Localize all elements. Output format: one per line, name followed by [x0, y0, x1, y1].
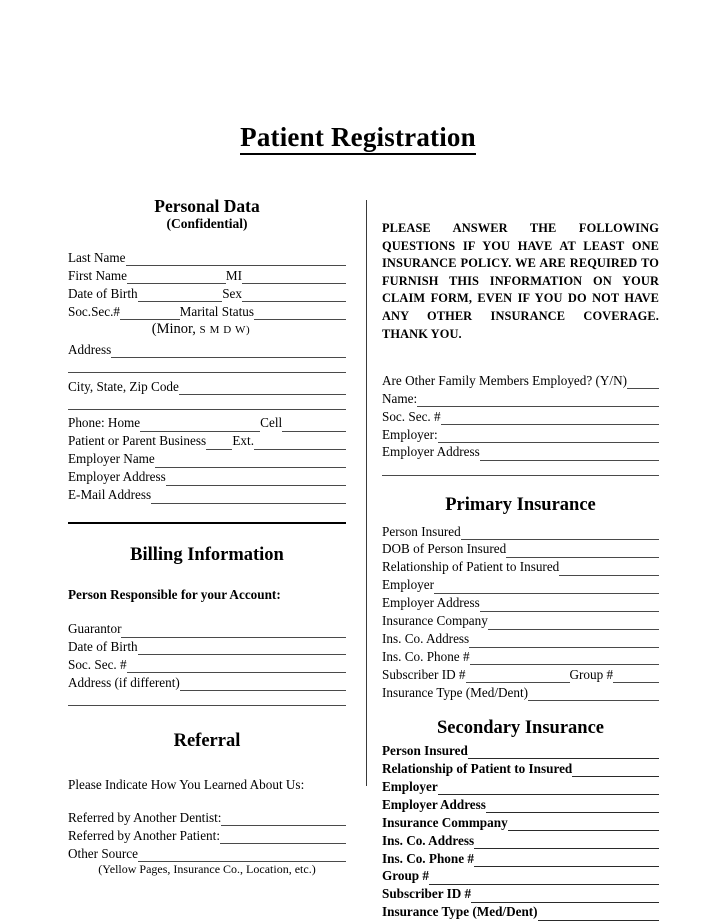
- field-secondary-person-insured[interactable]: [382, 742, 659, 759]
- field-label: Relationship of Patient to Insured: [382, 559, 560, 575]
- field-input-line[interactable]: [627, 376, 659, 390]
- field-secondary-subscriber-id[interactable]: [382, 885, 659, 902]
- field-label: Person Insured: [382, 742, 468, 758]
- field-input-line[interactable]: [417, 394, 659, 408]
- secondary-insurance-heading: Secondary Insurance: [436, 718, 605, 739]
- page-title: [0, 122, 716, 153]
- field-employer-address[interactable]: [68, 468, 346, 485]
- field-last-name[interactable]: [68, 249, 346, 266]
- field-input-line[interactable]: [151, 490, 346, 504]
- field-label: Employer:: [382, 426, 438, 442]
- minor-options-text: S M D W): [199, 324, 251, 336]
- personal-data-section: [68, 196, 346, 504]
- secondary-insurance-section: [382, 701, 659, 920]
- right-column: [382, 196, 659, 921]
- field-label: Ins. Co. Phone #: [382, 850, 474, 866]
- field-inline-label-marital-status: Marital Status: [179, 303, 254, 319]
- field-input-line[interactable]: [559, 562, 659, 576]
- field-label: Ins. Co. Address: [382, 631, 470, 647]
- field-input-line[interactable]: [126, 253, 347, 267]
- field-input-line[interactable]: [488, 616, 659, 630]
- field-input-line[interactable]: [180, 678, 346, 692]
- field-label: Address (if different): [68, 674, 180, 690]
- field-label: Guarantor: [68, 621, 122, 637]
- field-label: Employer Address: [382, 796, 486, 812]
- field-label: Are Other Family Members Employed? (Y/N): [382, 372, 628, 388]
- field-primary-person-insured[interactable]: [382, 523, 659, 540]
- field-inline-label-group: Group #: [569, 666, 614, 682]
- field-label: Ins. Co. Phone #: [382, 649, 470, 665]
- field-primary-insurance-company[interactable]: [382, 612, 659, 629]
- field-input-line[interactable]: [155, 454, 346, 468]
- field-referred-by-dentist[interactable]: [68, 809, 346, 826]
- personal-data-subheading: (Confidential): [166, 216, 248, 232]
- referral-note: (Yellow Pages, Insurance Co., Location, etc.): [98, 862, 316, 877]
- field-billing-address[interactable]: [68, 674, 346, 691]
- field-input-line[interactable]: [179, 381, 346, 395]
- field-input-line[interactable]: [474, 835, 659, 849]
- field-label: Date of Birth: [68, 285, 138, 301]
- field-input-line[interactable]: [127, 660, 346, 674]
- field-input-line[interactable]: [434, 580, 659, 594]
- field-input-line[interactable]: [438, 429, 659, 443]
- field-inline-label-mi: MI: [225, 267, 242, 283]
- field-input-line[interactable]: [438, 782, 659, 796]
- field-label: Insurance Company: [382, 613, 488, 629]
- field-inline-label-cell: Cell: [260, 415, 283, 431]
- field-input-line[interactable]: [480, 447, 659, 461]
- field-label: Phone: Home: [68, 415, 141, 431]
- field-input-line[interactable]: [127, 271, 226, 285]
- field-input-line[interactable]: [429, 871, 659, 885]
- field-label: Patient or Parent Business: [68, 433, 207, 449]
- field-input-line[interactable]: [138, 642, 346, 656]
- field-input-line[interactable]: [572, 764, 659, 778]
- billing-heading: Billing Information: [130, 544, 284, 565]
- field-primary-ins-co-phone[interactable]: [382, 648, 659, 665]
- field-input-line[interactable]: [506, 544, 659, 558]
- field-family-members-employed[interactable]: [382, 372, 659, 389]
- field-phone-home[interactable]: [68, 414, 346, 431]
- field-guarantor[interactable]: [68, 620, 346, 637]
- field-employer-name[interactable]: [68, 450, 346, 467]
- field-city-state-zip[interactable]: [68, 378, 346, 395]
- field-label: Date of Birth: [68, 639, 138, 654]
- field-soc-sec[interactable]: [68, 303, 346, 320]
- field-input-line-sex[interactable]: [242, 289, 346, 303]
- field-inline-label-ext: Ext.: [232, 433, 254, 449]
- field-family-soc-sec[interactable]: [382, 408, 659, 425]
- field-billing-date-of-birth[interactable]: [68, 638, 346, 655]
- field-input-line[interactable]: [508, 818, 659, 832]
- field-label: Person Insured: [382, 523, 461, 539]
- referral-heading: Referral: [173, 731, 241, 752]
- billing-responsible-label: Person Responsible for your Account:: [68, 586, 281, 602]
- family-employment-section: [382, 372, 659, 476]
- field-label: Address: [68, 341, 112, 357]
- field-label: Soc. Sec. #: [382, 408, 441, 424]
- field-label: Other Source: [68, 845, 138, 861]
- field-inline-label-sex: Sex: [222, 285, 242, 301]
- field-first-name[interactable]: [68, 267, 346, 284]
- field-primary-dob-person-insured[interactable]: [382, 540, 659, 557]
- field-secondary-insurance-company[interactable]: [382, 814, 659, 831]
- field-label: Employer Address: [68, 469, 166, 485]
- field-label: Insurance Type (Med/Dent): [382, 904, 538, 920]
- primary-insurance-heading: Primary Insurance: [445, 494, 596, 515]
- field-label: Employer: [382, 778, 438, 794]
- field-input-line-subscriber[interactable]: [466, 670, 570, 684]
- field-label: City, State, Zip Code: [68, 378, 179, 394]
- field-email-address[interactable]: [68, 486, 346, 503]
- billing-information-section: [68, 524, 346, 707]
- field-label: E-Mail Address: [68, 487, 152, 503]
- field-secondary-relationship[interactable]: [382, 760, 659, 777]
- field-referred-by-patient[interactable]: [68, 827, 346, 844]
- field-input-line[interactable]: [461, 526, 659, 540]
- field-input-line[interactable]: [138, 849, 346, 863]
- field-input-line-mi[interactable]: [242, 271, 346, 285]
- field-input-line-marital-status[interactable]: [254, 306, 346, 320]
- field-label: First Name: [68, 267, 127, 283]
- field-family-employer[interactable]: [382, 426, 659, 443]
- field-input-line[interactable]: [528, 688, 659, 702]
- field-input-line-ext[interactable]: [254, 436, 346, 450]
- personal-data-heading: Personal Data: [154, 196, 260, 216]
- field-input-line-home[interactable]: [140, 418, 260, 432]
- field-input-line[interactable]: [469, 634, 659, 648]
- field-input-line[interactable]: [166, 472, 346, 486]
- field-label: DOB of Person Insured: [382, 541, 507, 557]
- field-secondary-group[interactable]: [382, 867, 659, 884]
- field-input-line[interactable]: [486, 800, 659, 814]
- field-label: Soc. Sec. #: [68, 656, 127, 672]
- field-label: Group #: [382, 868, 430, 884]
- field-label: Employer Address: [382, 444, 480, 460]
- field-input-line[interactable]: [120, 306, 180, 320]
- minor-note-text: (Minor,: [151, 321, 196, 337]
- field-family-name[interactable]: [382, 390, 659, 407]
- field-label: Employer: [382, 577, 435, 593]
- field-label: Referred by Another Patient:: [68, 827, 220, 843]
- field-input-line[interactable]: [121, 624, 346, 638]
- field-label: Subscriber ID #: [382, 666, 466, 682]
- field-family-employer-address[interactable]: [382, 443, 659, 460]
- field-input-line[interactable]: [474, 853, 659, 867]
- field-label: Referred by Another Dentist:: [68, 809, 222, 825]
- left-column: [68, 196, 346, 878]
- field-input-line[interactable]: [441, 412, 659, 426]
- field-label: Insurance Type (Med/Dent): [382, 684, 529, 700]
- field-input-line[interactable]: [221, 813, 346, 827]
- field-label: Insurance Commpany: [382, 814, 508, 830]
- field-input-line[interactable]: [468, 746, 659, 760]
- referral-section: [68, 706, 346, 877]
- field-label: Employer Name: [68, 451, 155, 467]
- field-label: Subscriber ID #: [382, 886, 472, 902]
- field-billing-soc-sec[interactable]: [68, 656, 346, 673]
- field-address[interactable]: [68, 341, 346, 358]
- field-input-line[interactable]: [220, 831, 346, 845]
- column-divider: [366, 200, 367, 786]
- field-secondary-employer[interactable]: [382, 778, 659, 795]
- field-primary-relationship[interactable]: [382, 558, 659, 575]
- field-input-line-group[interactable]: [613, 670, 659, 684]
- field-label: Name:: [382, 390, 418, 406]
- field-secondary-ins-co-address[interactable]: [382, 832, 659, 849]
- field-label: Employer Address: [382, 595, 480, 611]
- field-primary-ins-co-address[interactable]: [382, 630, 659, 647]
- field-label: Last Name: [68, 249, 126, 265]
- field-input-line[interactable]: [138, 289, 223, 303]
- field-input-line[interactable]: [111, 345, 346, 359]
- field-primary-employer-address[interactable]: [382, 594, 659, 611]
- field-input-line-cell[interactable]: [282, 418, 346, 432]
- field-input-line[interactable]: [538, 907, 659, 921]
- field-secondary-insurance-type[interactable]: [382, 903, 659, 920]
- primary-insurance-section: [382, 476, 659, 701]
- field-secondary-ins-co-phone[interactable]: [382, 850, 659, 867]
- field-input-line[interactable]: [480, 598, 659, 612]
- referral-prompt: Please Indicate How You Learned About Us:: [68, 777, 305, 793]
- field-secondary-employer-address[interactable]: [382, 796, 659, 813]
- field-input-line[interactable]: [471, 889, 659, 903]
- field-label: Soc.Sec.#: [68, 303, 121, 319]
- insurance-notice: PLEASE ANSWER THE FOLLOWING QUESTIONS IF YOU HAVE AT LEAST ONE INSURANCE POLICY. WE ARE REQUIRED TO FURNISH THIS INFORMATION ON YOUR CLAIM FORM, EVEN IF YOU DO NOT HAVE ANY OTHER INSURANCE COVERAGE. THANK YOU.: [382, 221, 659, 341]
- minor-status-note: [68, 320, 346, 338]
- field-input-line[interactable]: [206, 436, 232, 450]
- field-primary-employer[interactable]: [382, 576, 659, 593]
- page-title-text: Patient Registration: [240, 122, 476, 155]
- field-primary-insurance-type[interactable]: [382, 684, 659, 701]
- field-other-source[interactable]: [68, 845, 346, 862]
- field-input-line[interactable]: [470, 652, 659, 666]
- field-label: Ins. Co. Address: [382, 832, 475, 848]
- field-parent-business[interactable]: [68, 432, 346, 449]
- field-date-of-birth[interactable]: [68, 285, 346, 302]
- field-label: Relationship of Patient to Insured: [382, 760, 573, 776]
- field-primary-subscriber-id[interactable]: [382, 666, 659, 683]
